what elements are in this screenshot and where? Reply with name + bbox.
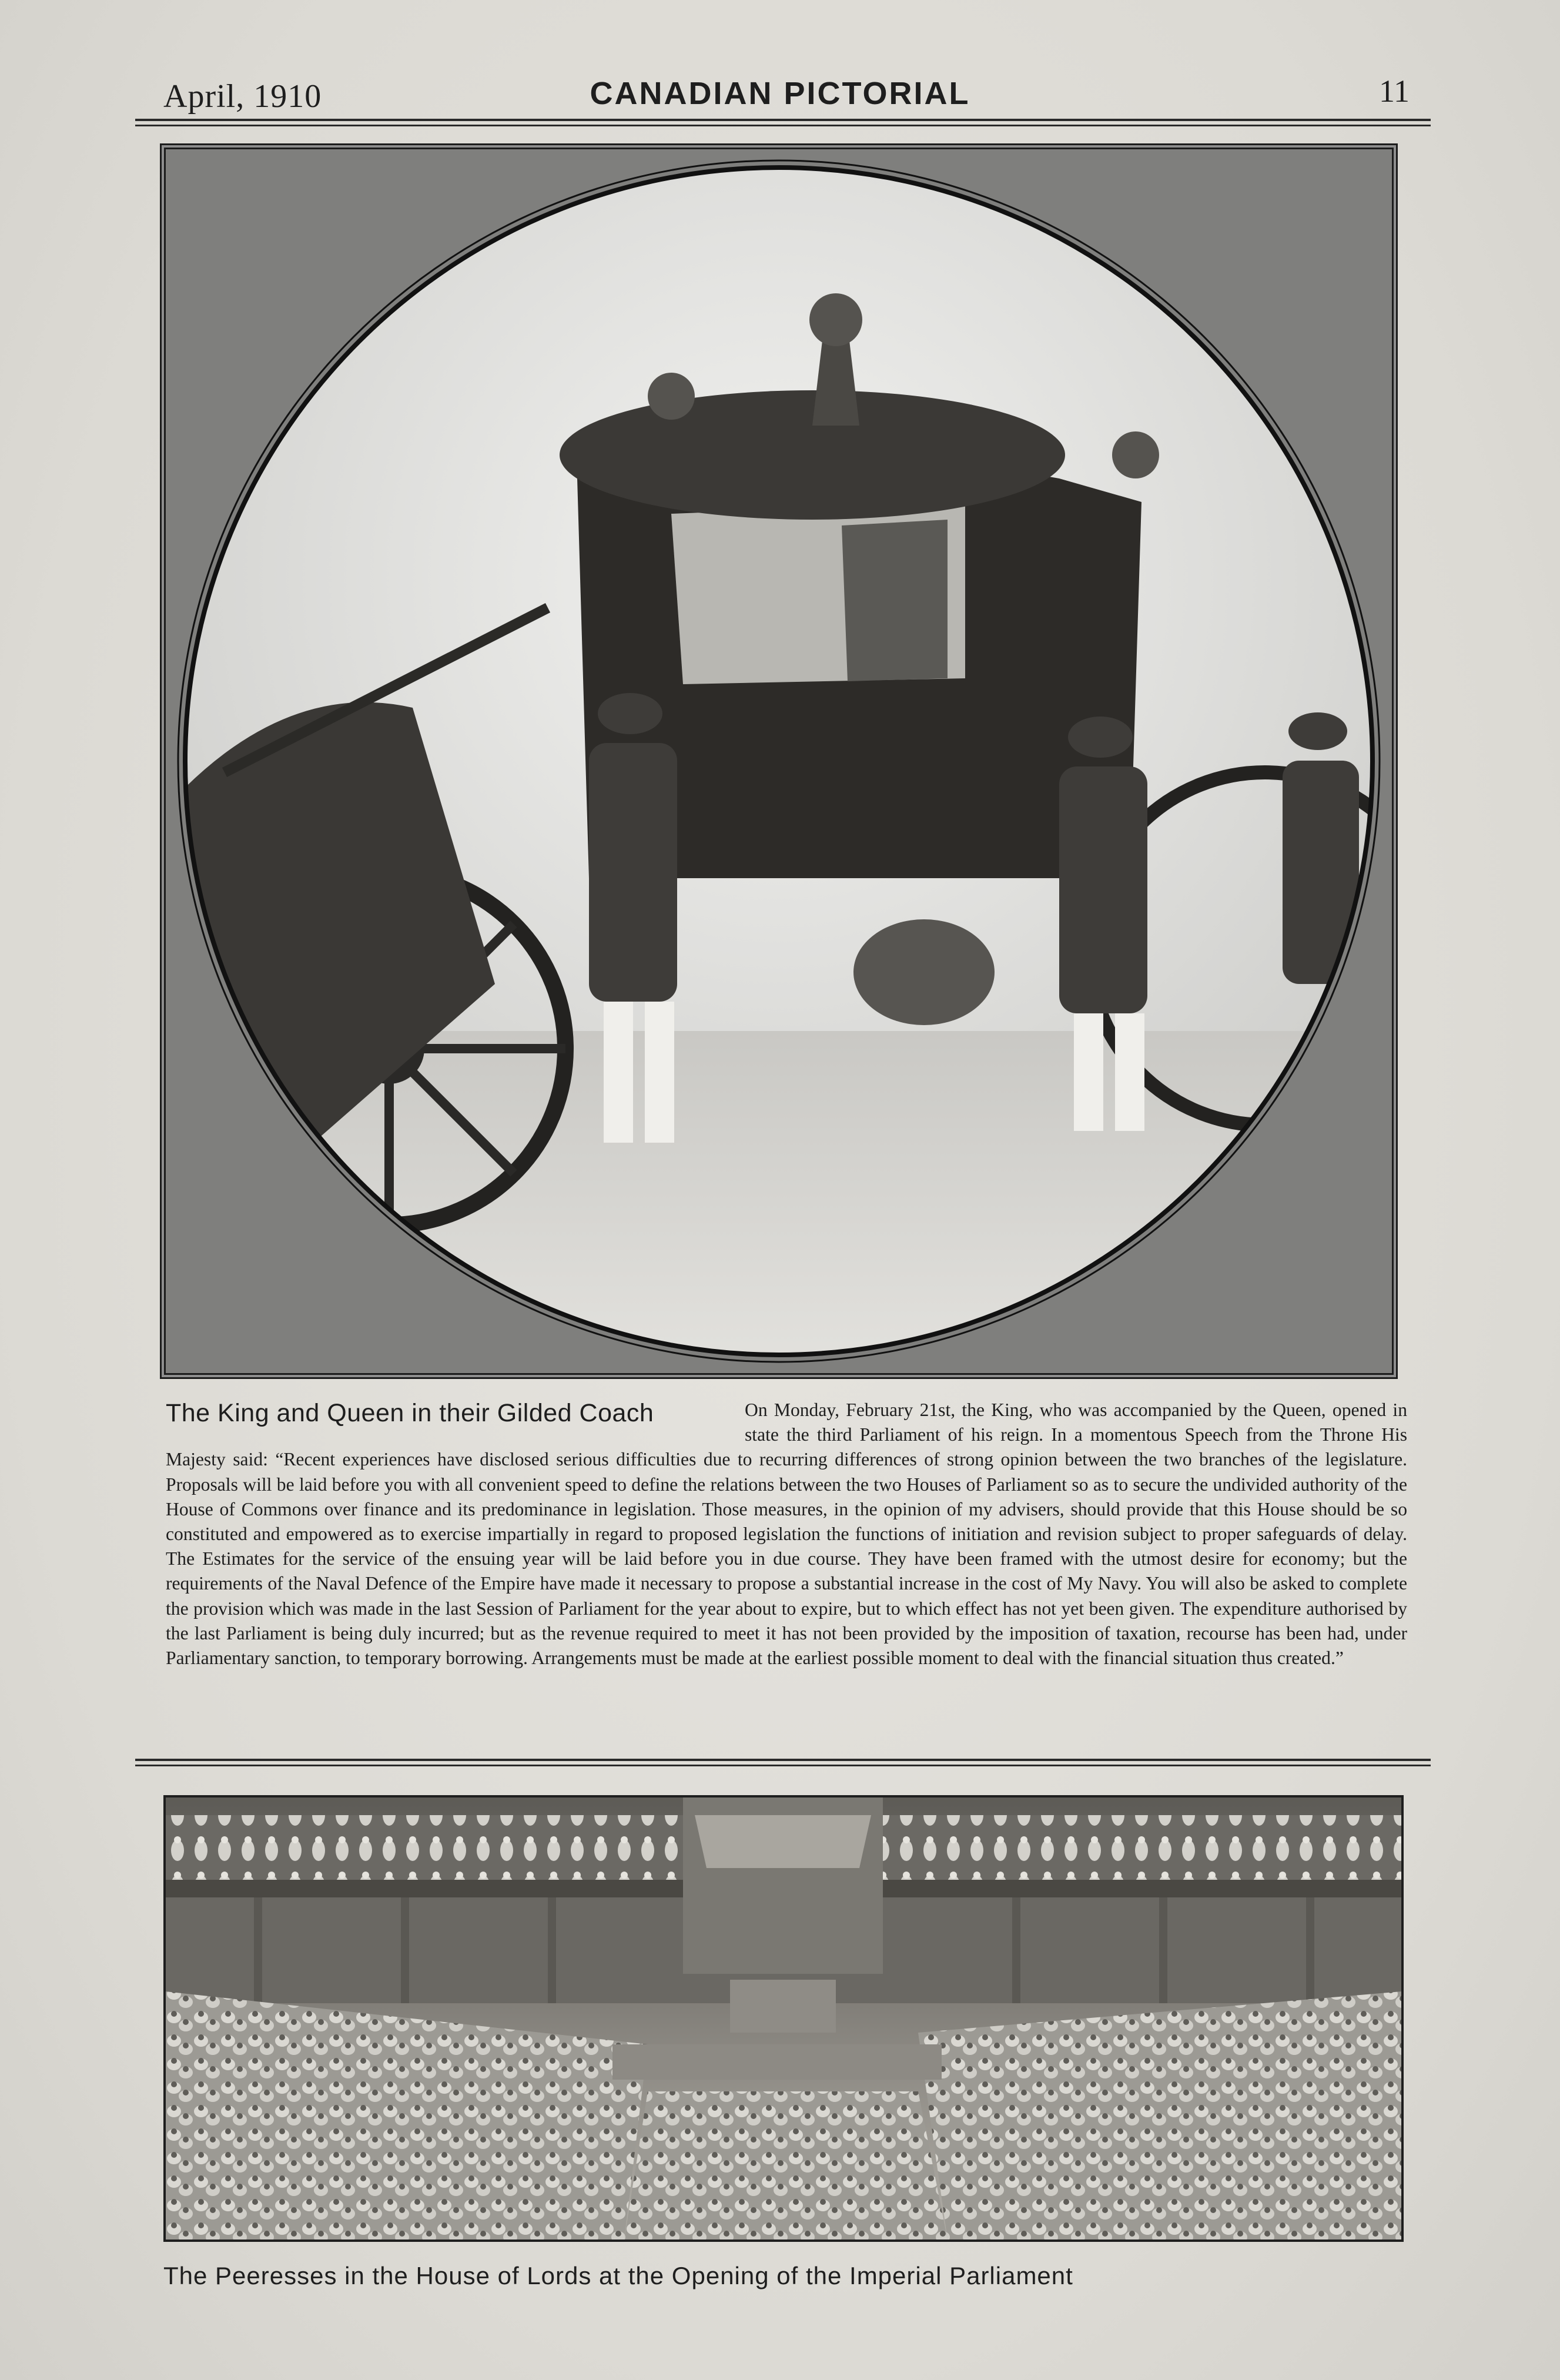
coach-photograph — [166, 149, 1392, 1373]
house-of-lords-photograph — [166, 1797, 1401, 2240]
issue-date: April, 1910 — [163, 78, 322, 115]
header-rule — [135, 119, 1431, 121]
header-rule-secondary — [135, 125, 1431, 126]
article-body-container — [166, 1398, 1407, 1671]
coach-photograph-frame — [160, 143, 1398, 1379]
publication-title: CANADIAN PICTORIAL — [590, 76, 970, 111]
house-of-lords-caption: The Peeresses in the House of Lords at the Opening of the Imperial Parliament — [163, 2262, 1073, 2289]
caption-spacer — [166, 1398, 745, 1445]
section-rule-secondary — [135, 1765, 1431, 1766]
coach-caption-title: The King and Queen in their Gilded Coach — [166, 1399, 654, 1427]
article-body: On Monday, February 21st, the King, who was accompanied by the Queen, opened in state the third Parliament of his reign. In a momentous Speech from the Throne His Majesty said: “Recent experiences have disclosed serious difficulties due to recurring differences of strong opinion between the two branches of the legislature. Proposals will be laid before you with all convenient speed to define the relations between the two Houses of Parliament so as to secure the undivided authority of the House of Commons over finance and its predominance in legislation. Those measures, in the opinion of my advisers, should provide that this House should be so constituted and empowered as to exercise impartially in regard to proposed legislation the functions of initiation and revision subject to proper safeguards of delay. The Estimates for the service of the ensuing year will be laid before you in due course. They have been framed with the utmost desire for economy; but the requirements of the Naval Defence of the Empire have made it necessary to propose a substantial increase in the cost of My Navy. You will also be asked to complete the provision which was made in the last Session of Parliament for the year about to expire, but to which effect has not yet been given. The expenditure authorised by the last Parliament is being duly incurred; but as the revenue required to meet it has not been provided by the imposition of taxation, recourse has been had, under Parliamentary sanction, to temporary borrowing. Arrangements must be made at the earliest possible moment to deal with the financial situation thus created.” — [166, 1400, 1407, 1669]
section-rule — [135, 1759, 1431, 1761]
page-number: 11 — [1379, 73, 1410, 109]
house-of-lords-photograph-frame — [163, 1795, 1404, 2242]
